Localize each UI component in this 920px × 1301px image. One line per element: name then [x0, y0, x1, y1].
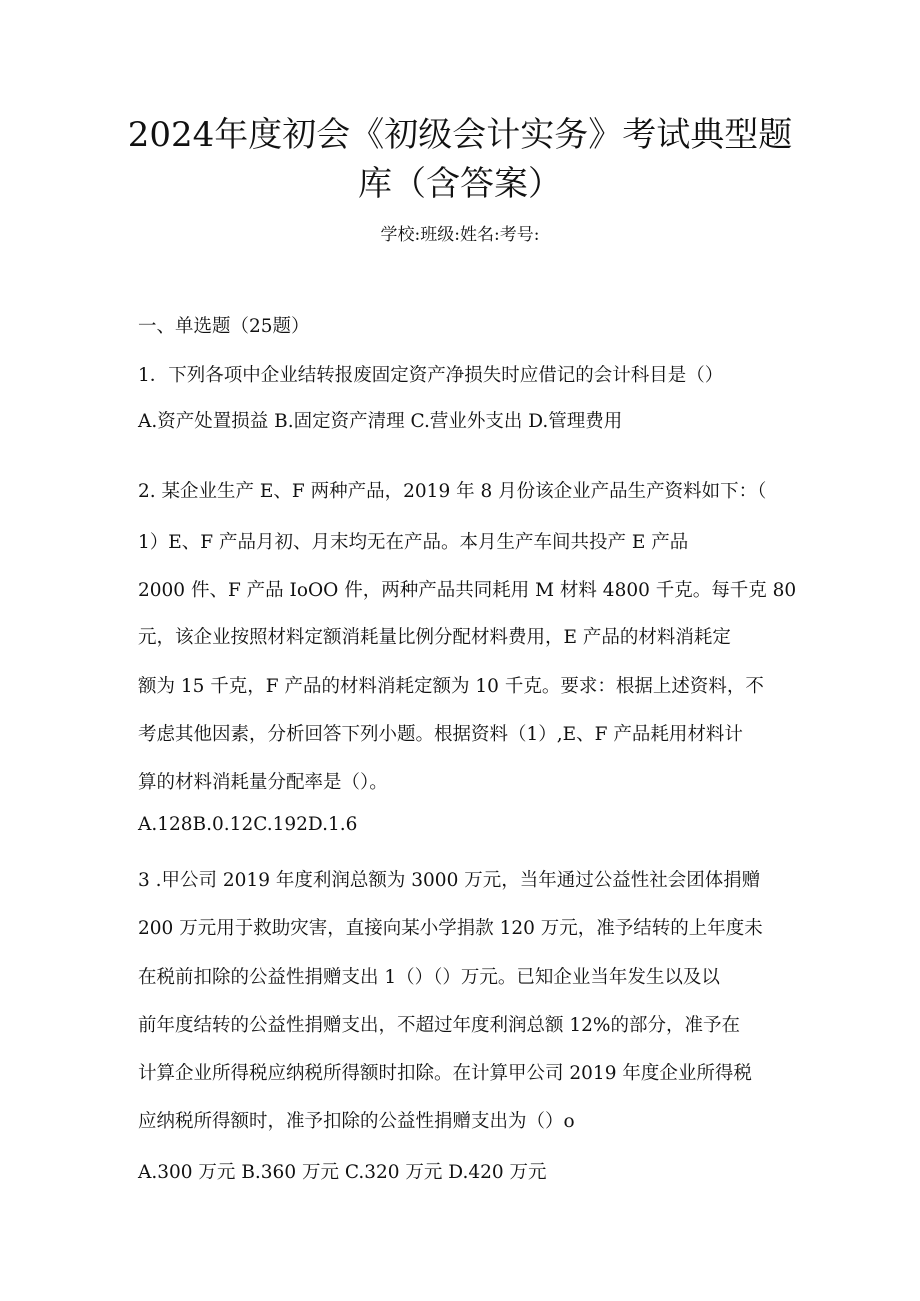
question-3-text-line: 计算企业所得税应纳税所得额时扣除。在计算甲公司 2019 年度企业所得税 — [138, 1063, 752, 1084]
question-3-text-line: 前年度结转的公益性捐赠支出，不超过年度利润总额 12%的部分，准予在 — [138, 1015, 741, 1036]
question-3-text-line: 应纳税所得额时，准予扣除的公益性捐赠支出为（）o — [138, 1111, 575, 1132]
question-3-options: A.300 万元 B.360 万元 C.320 万元 D.420 万元 — [138, 1162, 547, 1183]
question-3-text-line: 在税前扣除的公益性捐赠支出 1（）（）万元。已知企业当年发生以及以 — [138, 967, 720, 988]
student-info-line: 学校:班级:姓名:考号: — [380, 225, 540, 245]
question-2-text-line: 2000 件、F 产品 IoOO 件，两种产品共同耗用 M 材料 4800 千克。每千克 80 — [138, 580, 797, 601]
section-heading: 一、单选题（25题） — [138, 316, 310, 337]
question-2-text-line: 额为 15 千克，F 产品的材料消耗定额为 10 千克。要求：根据上述资料，不 — [138, 676, 764, 697]
question-1-options: A.资产处置损益 B.固定资产清理 C.营业外支出 D.管理费用 — [138, 411, 623, 432]
question-2-text-line: 元，该企业按照材料定额消耗量比例分配材料费用，E 产品的材料消耗定 — [138, 627, 731, 648]
question-2-text-line: 考虑其他因素，分析回答下列小题。根据资料（1）,E、F 产品耗用材料计 — [138, 724, 743, 745]
document-title-line-1: 2024年度初会《初级会计实务》考试典型题 — [127, 115, 793, 155]
question-2-text-line: 算的材料消耗量分配率是（）。 — [138, 772, 388, 793]
question-1-text: 1．下列各项中企业结转报废固定资产净损失时应借记的会计科目是（） — [138, 365, 724, 386]
question-3-text-line: 200 万元用于救助灾害，直接向某小学捐款 120 万元，准予结转的上年度未 — [138, 918, 763, 939]
question-3-text-line: 3 .甲公司 2019 年度利润总额为 3000 万元，当年通过公益性社会团体捐赠 — [138, 870, 761, 891]
question-2-text-line: 2. 某企业生产 E、F 两种产品，2019 年 8 月份该企业产品生产资料如下：（ — [138, 481, 767, 502]
document-title-line-2: 库（含答案） — [358, 164, 562, 204]
question-2-text-line: 1）E、F 产品月初、月末均无在产品。本月生产车间共投产 E 产品 — [138, 532, 689, 553]
question-2-options: A.128B.0.12C.192D.1.6 — [138, 814, 358, 835]
